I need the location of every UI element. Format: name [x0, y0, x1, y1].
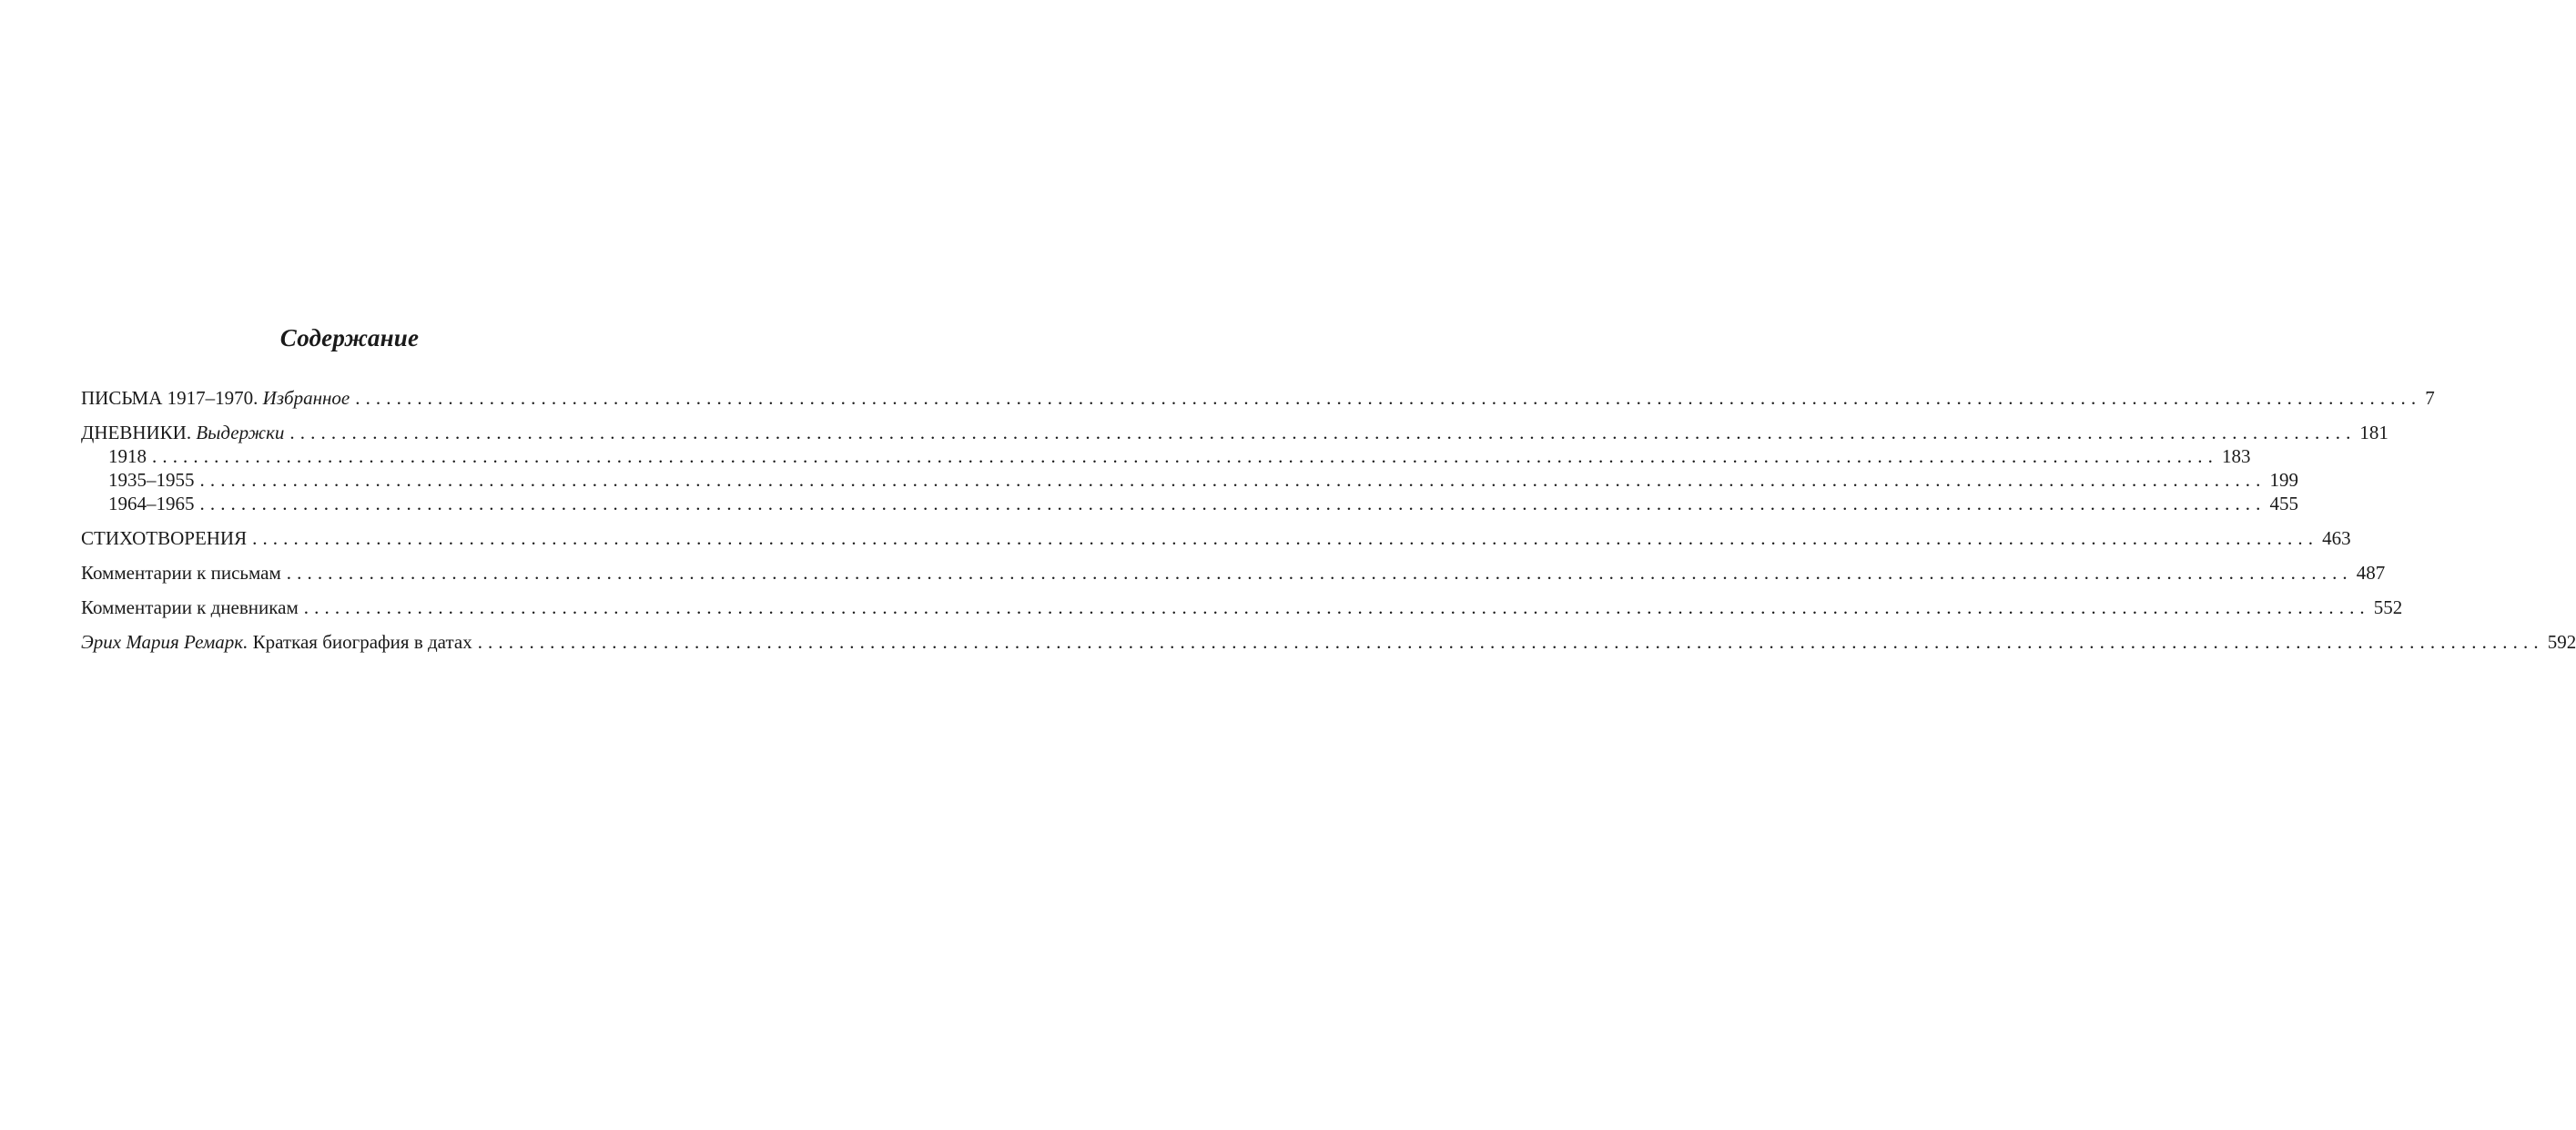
toc-entry-poems[interactable] [81, 526, 2351, 550]
dot-leader: ........................................................................................................................................................................................................ [199, 469, 2267, 491]
toc-entry-page: 455 [2269, 493, 2298, 514]
toc-entry-title: ПИСЬМА 1917–1970. Избранное [81, 387, 350, 409]
toc-entry-title: 1964–1965 [108, 493, 195, 514]
toc-entry-title: 1918 [108, 445, 147, 467]
toc-entry-diaries[interactable] [81, 421, 2388, 444]
toc-entry-title: СТИХОТВОРЕНИЯ [81, 527, 248, 549]
dot-leader: ........................................................................................................................................................................................................ [252, 527, 2319, 549]
dot-leader: ........................................................................................................................................................................................................ [355, 387, 2422, 409]
toc-entry-title: ДНЕВНИКИ. Выдержки [81, 422, 285, 443]
dot-leader: ........................................................................................................................................................................................................ [303, 596, 2370, 618]
toc-subentry-1964-1965[interactable] [81, 492, 2298, 515]
dot-leader: ........................................................................................................................................................................................................ [289, 422, 2357, 443]
toc-entry-title: Комментарии к дневникам [81, 596, 299, 618]
toc-entry-page: 552 [2373, 596, 2403, 618]
toc-entry-biography[interactable] [81, 630, 2576, 654]
toc-entry-page: 463 [2322, 527, 2351, 549]
toc-entry-page: 7 [2425, 387, 2435, 409]
toc-entry-page: 487 [2356, 562, 2386, 584]
toc-entry-title: 1935–1955 [108, 469, 195, 491]
toc-entry-page: 183 [2222, 445, 2251, 467]
dot-leader: ........................................................................................................................................................................................................ [152, 445, 2218, 467]
toc-entry-letters[interactable] [81, 386, 2435, 410]
toc-entry-diaries-comments[interactable] [81, 596, 2403, 619]
toc-entry-letters-comments[interactable] [81, 561, 2386, 585]
toc-entry-title: Комментарии к письмам [81, 562, 281, 584]
table-of-contents [81, 386, 2576, 654]
dot-leader: ........................................................................................................................................................................................................ [477, 631, 2544, 653]
toc-subentry-1918[interactable] [81, 444, 2251, 468]
toc-subentry-1935-1955[interactable] [81, 468, 2298, 492]
dot-leader: ........................................................................................................................................................................................................ [286, 562, 2353, 584]
toc-entry-title: Эрих Мария Ремарк. Краткая биография в датах [81, 631, 472, 653]
toc-entry-page: 199 [2269, 469, 2298, 491]
dot-leader: ........................................................................................................................................................................................................ [199, 493, 2267, 514]
toc-entry-page: 592 [2547, 631, 2576, 653]
toc-entry-page: 181 [2359, 422, 2388, 443]
toc-heading: Содержание [279, 324, 420, 351]
